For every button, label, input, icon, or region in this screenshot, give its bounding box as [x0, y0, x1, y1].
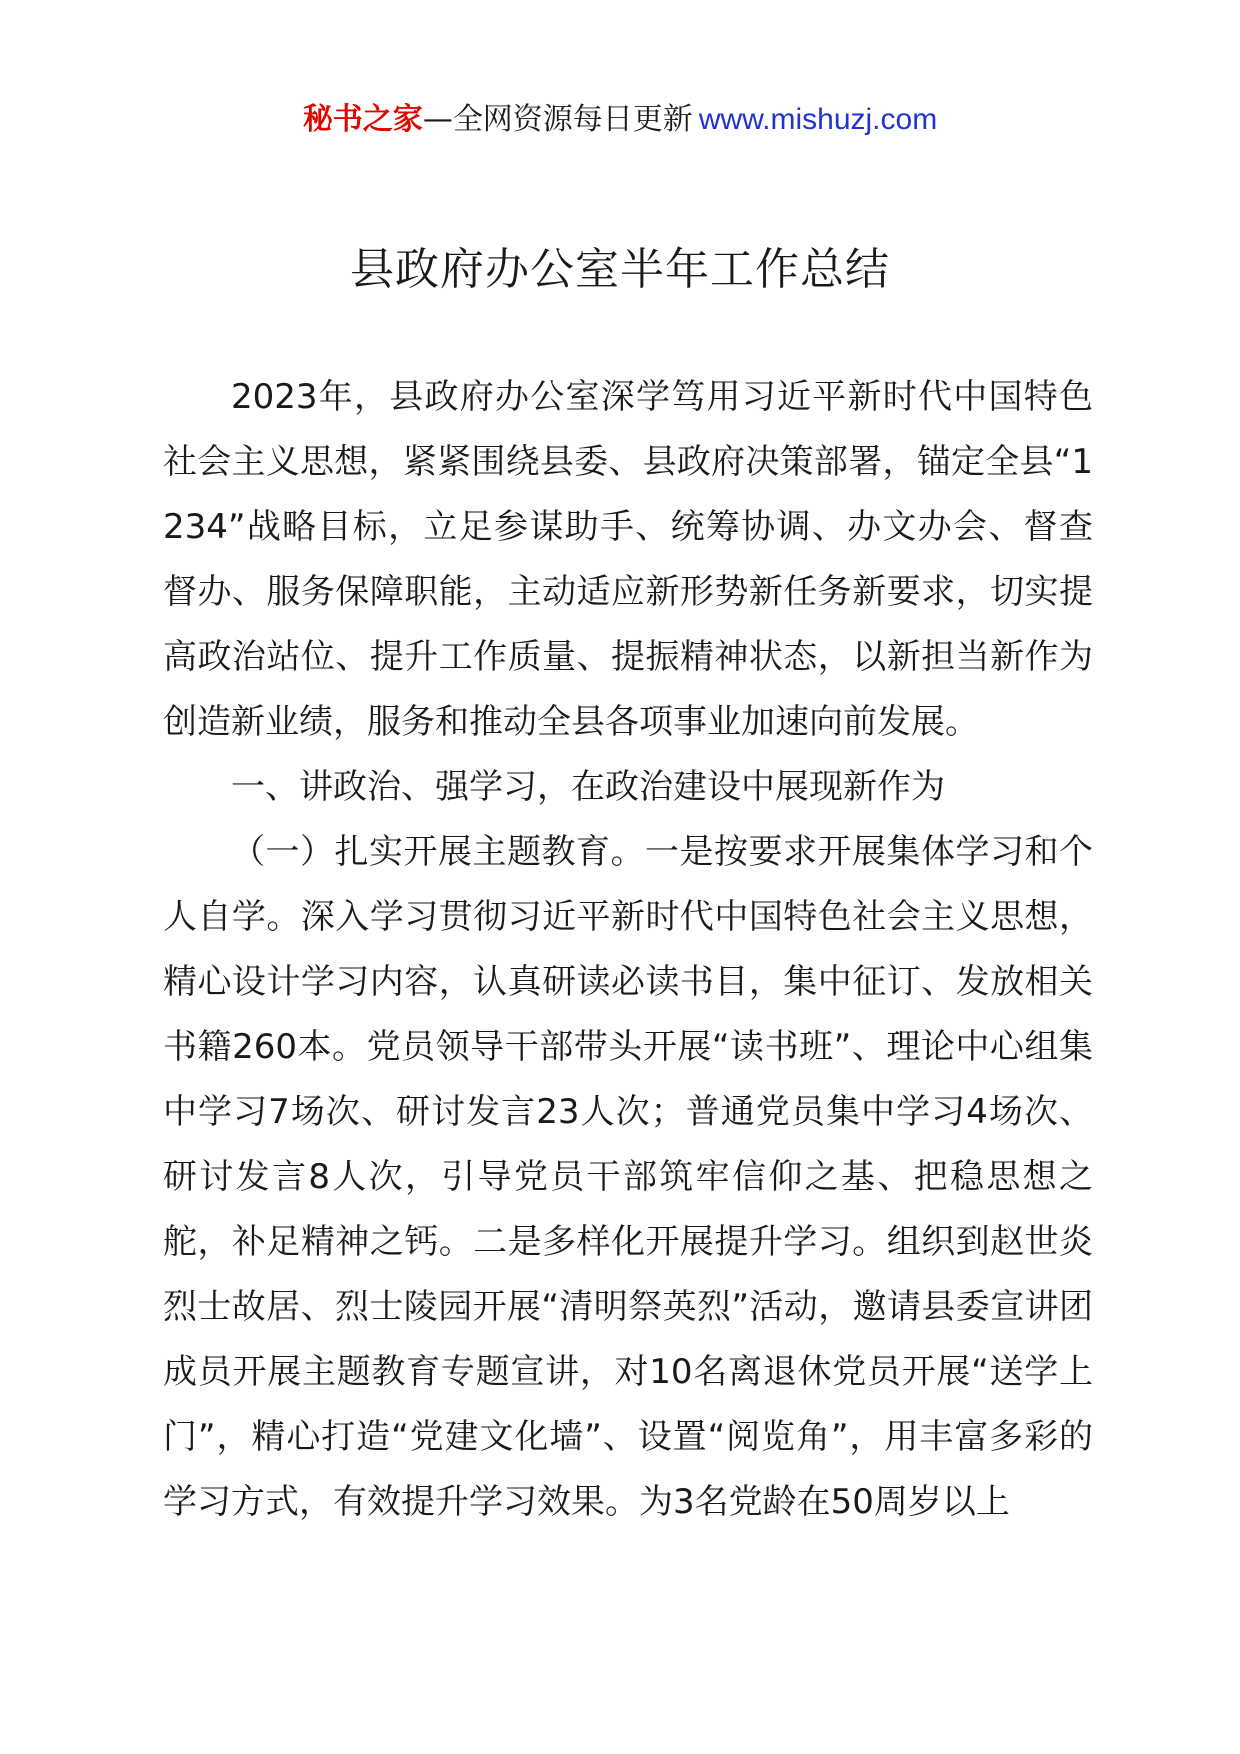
website-link[interactable]: www.mishuzj.com — [698, 103, 938, 136]
intro-paragraph: 2023年，县政府办公室深学笃用习近平新时代中国特色社会主义思想，紧紧围绕县委、县政府决策部署，锚定全县“1234”战略目标，立足参谋助手、统筹协调、办文办会、督查督办、服务保障职能，主动适应新形势新任务新要求，切实提高政治站位、提升工作质量、提振精神状态，以新担当新作为创造新业绩，服务和推动全县各项事业加速向前发展。 — [163, 377, 1093, 742]
page-header — [0, 100, 1240, 140]
section-heading: 一、讲政治、强学习，在政治建设中展现新作为 — [231, 767, 945, 807]
document-body — [163, 365, 1093, 1535]
body-paragraph: （一）扎实开展主题教育。一是按要求开展集体学习和个人自学。深入学习贯彻习近平新时代中国特色社会主义思想，精心设计学习内容，认真研读必读书目，集中征订、发放相关书籍260本。党员领导干部带头开展“读书班”、理论中心组集中学习7场次、研讨发言23人次；普通党员集中学习4场次、研讨发言8人次，引导党员干部筑牢信仰之基、把稳思想之舵，补足精神之钙。二是多样化开展提升学习。组织到赵世炎烈士故居、烈士陵园开展“清明祭英烈”活动，邀请县委宣讲团成员开展主题教育专题宣讲，对10名离退休党员开展“送学上门”，精心打造“党建文化墙”、设置“阅览角”，用丰富多彩的学习方式，有效提升学习效果。为3名党龄在50周岁以上 — [163, 832, 1093, 1522]
brand-name: 秘书之家 — [302, 102, 423, 137]
header-slogan: —全网资源每日更新 — [422, 102, 693, 137]
document-title: 县政府办公室半年工作总结 — [350, 244, 890, 295]
